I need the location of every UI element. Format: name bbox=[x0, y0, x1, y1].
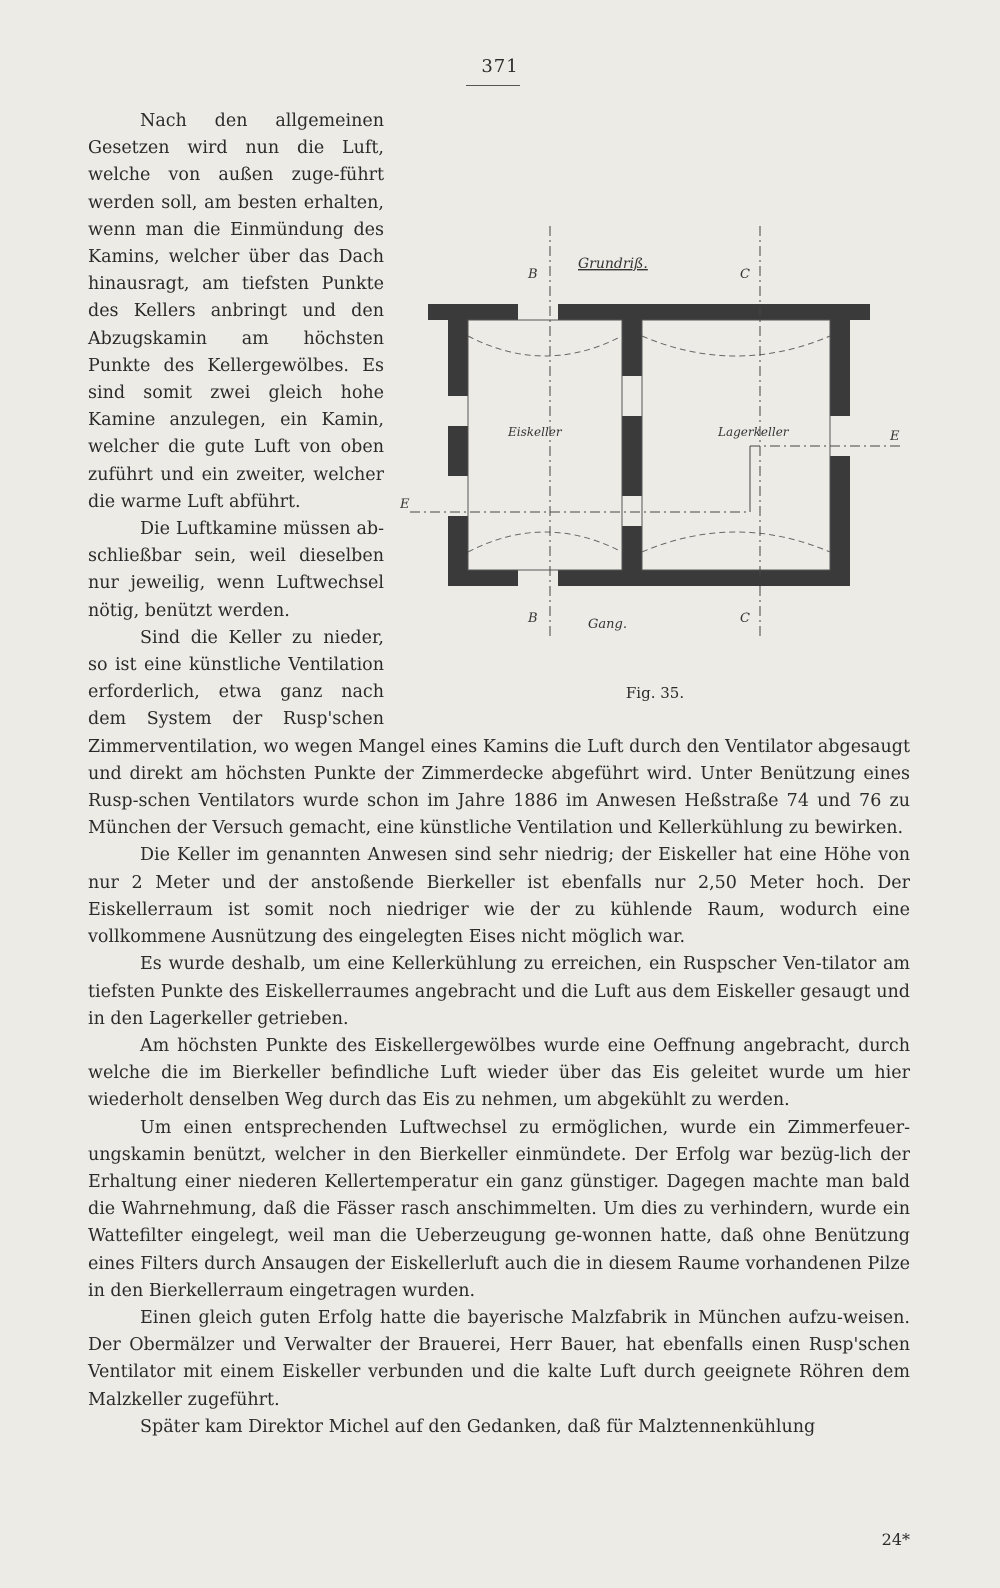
section-label-c-top: C bbox=[740, 267, 750, 282]
section-label-e-left: E bbox=[400, 497, 410, 512]
section-label-b-bottom: B bbox=[528, 611, 538, 626]
room-label-lagerkeller: Lagerkeller bbox=[718, 425, 789, 439]
figure-35 bbox=[400, 108, 910, 714]
paragraph-9: Später kam Direktor Michel auf den Gedanken, daß für Malztennenkühlung bbox=[140, 1416, 816, 1437]
paragraph-6: Am höchsten Punkte des Eiskellergewölbes wurde eine Oeffnung angebracht, durch welche die im Bierkeller befindliche Luft wieder über das Eis geleitet wurde um hier wiederholt denselben Weg durch das Eis zu nehmen, um abgekühlt zu werden. bbox=[88, 1035, 910, 1111]
body-text bbox=[88, 108, 910, 1441]
room-label-eiskeller: Eiskeller bbox=[508, 425, 562, 439]
inner-lines bbox=[468, 320, 830, 570]
section-label-b-top: B bbox=[528, 267, 538, 282]
plan-label-gang: Gang. bbox=[588, 617, 627, 632]
page-number-rule bbox=[466, 85, 520, 86]
wall-openings bbox=[448, 304, 850, 586]
signature-mark: 24* bbox=[881, 1530, 910, 1549]
paragraph-4: Die Keller im genannten Anwesen sind sehr niedrig; der Eiskeller hat eine Höhe von nur 2 Meter und der anstoßende Bierkeller ist ebenfalls nur 2,50 Meter hoch. Der Eiskellerraum ist somit noch niedriger wie der zu kühlende Raum, wodurch eine vollkommene Ausnützung des eingelegten Eises nicht möglich war. bbox=[88, 845, 910, 948]
paragraph-3: Sind die Keller zu nieder, so ist eine künstliche Ventilation erforderlich, etwa ganz nach dem System der Rusp'schen Zimmerventilation, wo wegen Mangel eines Kamins die Luft durch den Ventilator abgesaugt und direkt am höchsten Punkte der Zimmerdecke abgeführt wird. Unter Benützung eines Rusp-schen Ventilators wurde schon im Jahre 1886 im Anwesen Heßstraße 74 und 76 zu München der Versuch gemacht, eine künstliche Ventilation und Kellerkühlung zu bewirken. bbox=[88, 627, 910, 839]
section-label-c-bottom: C bbox=[740, 611, 750, 626]
vault-arcs bbox=[468, 336, 830, 552]
figure-caption: Fig. 35. bbox=[625, 684, 685, 702]
paragraph-8: Einen gleich guten Erfolg hatte die bayerische Malzfabrik in München aufzu-weisen. Der Obermälzer und Verwalter der Brauerei, Herr Bauer, hat ebenfalls einen Rusp'schen Ventilator mit einem Eiskeller verbunden und die kalte Luft durch geeignete Röhren dem Malzkeller zugeführt. bbox=[88, 1307, 910, 1410]
page-number: 371 bbox=[481, 56, 519, 77]
paragraph-1: Nach den allgemeinen Gesetzen wird nun die Luft, welche von außen zuge-führt werden soll, am besten erhalten, wenn man die Einmündung des Kamins, welcher über das Dach hinausragt, am tiefsten Punkte des Kellers anbringt und den Abzugskamin am höchsten Punkte des Kellergewölbes. Es sind somit zwei gleich hohe Kamine anzulegen, ein Kamin, welcher die gute Luft von oben zuführt und ein zweiter, welcher die warme Luft abführt. bbox=[88, 111, 384, 512]
walls bbox=[428, 304, 870, 586]
floor-plan-diagram bbox=[400, 226, 910, 646]
section-label-e-right: E bbox=[890, 429, 900, 444]
paragraph-7: Um einen entsprechenden Luftwechsel zu ermöglichen, wurde ein Zimmerfeuer-ungskamin benützt, welcher in den Bierkeller einmündete. Der Erfolg war bezüg-lich der Erhaltung einer niederen Kellertemperatur ein ganz günstiger. Dagegen machte man bald die Wahrnehmung, daß die Fässer rasch anschimmelten. Um dies zu verhindern, wurde ein Wattefilter eingelegt, weil man die Ueberzeugung ge-wonnen hatte, daß ohne Benützung eines Filters durch Ansaugen der Eiskellerluft auch die in diesem Raume vorhandenen Pilze in den Bierkellerraum eingetragen wurden. bbox=[88, 1117, 910, 1301]
plan-label-grundriss: Grundriß. bbox=[578, 256, 648, 272]
paragraph-2: Die Luftkamine müssen ab-schließbar sein, weil dieselben nur jeweilig, wenn Luftwechsel nötig, benützt werden. bbox=[88, 519, 384, 621]
paragraph-5: Es wurde deshalb, um eine Kellerkühlung zu erreichen, ein Ruspscher Ven-tilator am tiefsten Punkte des Eiskellerraumes angebracht und die Luft aus dem Eiskeller gesaugt und in den Lagerkeller getrieben. bbox=[88, 954, 910, 1029]
